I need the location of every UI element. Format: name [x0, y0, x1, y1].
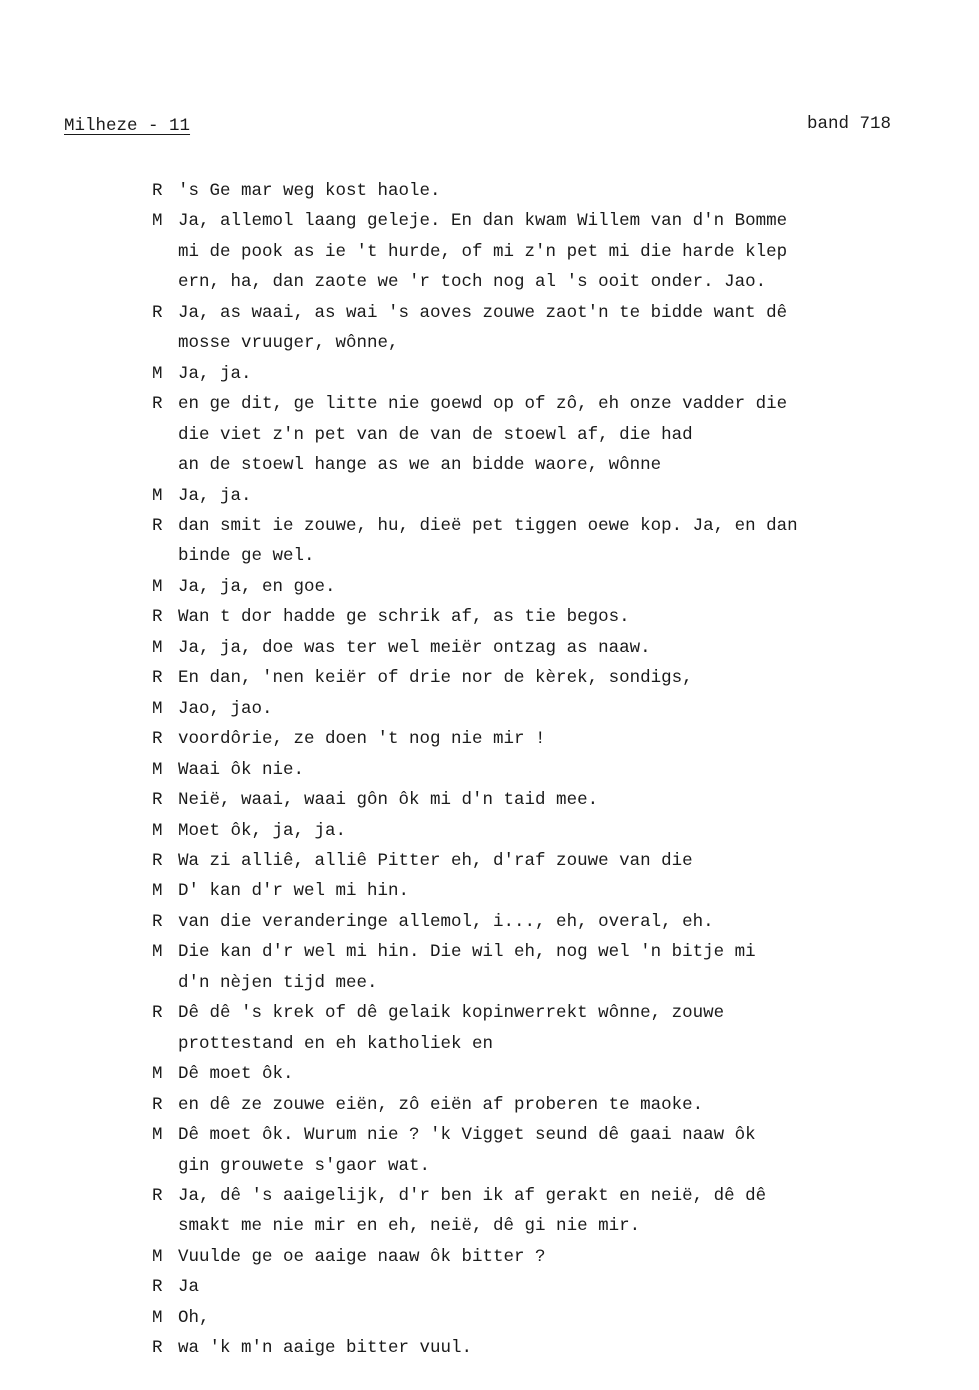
utterance-line: gin grouwete s'gaor wat.: [178, 1155, 431, 1176]
utterance-line: En dan, 'nen keiër of drie nor de kèrek, sondigs,: [178, 668, 693, 689]
speaker-label: R: [152, 1094, 163, 1115]
speaker-label: M: [152, 698, 163, 719]
dialogue-turn: [152, 1181, 932, 1242]
speaker-label: R: [152, 1277, 163, 1298]
utterance-line: die viet z'n pet van de van de stoewl af, die had: [178, 424, 693, 445]
speaker-label: R: [152, 1338, 163, 1359]
dialogue-turn: [152, 1059, 932, 1089]
utterance-line: Ja: [178, 1277, 200, 1298]
speaker-label: M: [152, 942, 163, 963]
tape-label: band 718: [807, 114, 892, 134]
utterance-line: mi de pook as ie 't hurde, of mi z'n pet mi die harde klep: [178, 241, 788, 262]
utterance-line: Ja, ja, doe was ter wel meiër ontzag as naaw.: [178, 637, 651, 658]
utterance-line: d'n nèjen tijd mee.: [178, 972, 378, 993]
utterance-line: Jao, jao.: [178, 698, 273, 719]
speaker-label: M: [152, 485, 163, 506]
dialogue-turn: [152, 846, 932, 876]
dialogue-turn: [152, 602, 932, 632]
utterance-line: mosse vruuger, wônne,: [178, 333, 399, 354]
speaker-label: R: [152, 515, 163, 536]
utterance-line: Wan t dor hadde ge schrik af, as tie begos.: [178, 607, 630, 628]
utterance-line: prottestand en eh katholiek en: [178, 1033, 494, 1054]
speaker-label: M: [152, 1307, 163, 1328]
dialogue-turn: [152, 998, 932, 1059]
utterance-line: an de stoewl hange as we an bidde waore, wônne: [178, 455, 662, 476]
utterance-line: Oh,: [178, 1307, 210, 1328]
transcript: [152, 176, 932, 1364]
utterance-line: Ja, as waai, as wai 's aoves zouwe zaot'n te bidde want dê: [178, 302, 788, 323]
dialogue-turn: [152, 298, 932, 359]
speaker-label: R: [152, 607, 163, 628]
utterance-line: voordôrie, ze doen 't nog nie mir !: [178, 729, 546, 750]
dialogue-turn: [152, 389, 932, 480]
speaker-label: R: [152, 1185, 163, 1206]
dialogue-turn: [152, 1242, 932, 1272]
speaker-label: M: [152, 637, 163, 658]
dialogue-turn: [152, 663, 932, 693]
utterance-line: Ja, allemol laang geleje. En dan kwam Willem van d'n Bomme: [178, 211, 788, 232]
speaker-label: R: [152, 790, 163, 811]
utterance-line: Neië, waai, waai gôn ôk mi d'n taid mee.: [178, 790, 599, 811]
utterance-line: wa 'k m'n aaige bitter vuul.: [178, 1338, 473, 1359]
speaker-label: M: [152, 211, 163, 232]
utterance-line: D' kan d'r wel mi hin.: [178, 881, 410, 902]
speaker-label: M: [152, 881, 163, 902]
dialogue-turn: [152, 511, 932, 572]
speaker-label: R: [152, 911, 163, 932]
dialogue-turn: [152, 206, 932, 297]
speaker-label: R: [152, 181, 163, 201]
speaker-label: R: [152, 394, 163, 415]
dialogue-turn: [152, 785, 932, 815]
dialogue-turn: [152, 1303, 932, 1333]
dialogue-turn: [152, 176, 932, 206]
utterance-line: Waai ôk nie.: [178, 759, 305, 780]
speaker-label: M: [152, 1246, 163, 1267]
dialogue-turn: [152, 816, 932, 846]
dialogue-turn: [152, 937, 932, 998]
utterance-line: dan smit ie zouwe, hu, dieë pet tiggen oewe kop. Ja, en dan: [178, 515, 798, 536]
dialogue-turn: [152, 907, 932, 937]
utterance-line: Ja, ja.: [178, 485, 252, 506]
utterance-line: Die kan d'r wel mi hin. Die wil eh, nog wel 'n bitje mi: [178, 942, 756, 963]
utterance-line: Ja, dê 's aaigelijk, d'r ben ik af gerakt en neië, dê dê: [178, 1185, 767, 1206]
dialogue-turn: [152, 572, 932, 602]
speaker-label: M: [152, 820, 163, 841]
utterance-line: Dê moet ôk. Wurum nie ? 'k Vigget seund dê gaai naaw ôk: [178, 1125, 756, 1146]
speaker-label: M: [152, 759, 163, 780]
dialogue-turn: [152, 1120, 932, 1181]
speaker-label: R: [152, 729, 163, 750]
utterance-line: 's Ge mar weg kost haole.: [178, 181, 441, 201]
dialogue-turn: [152, 1272, 932, 1302]
dialogue-turn: [152, 694, 932, 724]
speaker-label: R: [152, 850, 163, 871]
utterance-line: ern, ha, dan zaote we 'r toch nog al 's ooit onder. Jao.: [178, 272, 767, 293]
speaker-label: M: [152, 1064, 163, 1085]
dialogue-turn: [152, 481, 932, 511]
utterance-line: Dê dê 's krek of dê gelaik kopinwerrekt wônne, zouwe: [178, 1003, 725, 1024]
utterance-line: Dê moet ôk.: [178, 1064, 294, 1085]
utterance-line: en dê ze zouwe eiën, zô eiën af proberen te maoke.: [178, 1094, 704, 1115]
utterance-line: Ja, ja, en goe.: [178, 576, 336, 597]
utterance-line: Moet ôk, ja, ja.: [178, 820, 347, 841]
dialogue-turn: [152, 876, 932, 906]
speaker-label: R: [152, 1003, 163, 1024]
utterance-line: smakt me nie mir en eh, neië, dê gi nie mir.: [178, 1216, 641, 1237]
speaker-label: M: [152, 363, 163, 384]
dialogue-turn: [152, 633, 932, 663]
utterance-line: binde ge wel.: [178, 546, 315, 567]
utterance-line: Vuulde ge oe aaige naaw ôk bitter ?: [178, 1246, 546, 1267]
utterance-line: van die veranderinge allemol, i..., eh, overal, eh.: [178, 911, 714, 932]
dialogue-turn: [152, 755, 932, 785]
speaker-label: M: [152, 1125, 163, 1146]
dialogue-turn: [152, 724, 932, 754]
speaker-label: M: [152, 576, 163, 597]
utterance-line: Wa zi alliê, alliê Pitter eh, d'raf zouwe van die: [178, 850, 693, 871]
utterance-line: en ge dit, ge litte nie goewd op of zô, eh onze vadder die: [178, 394, 788, 415]
speaker-label: R: [152, 302, 163, 323]
dialogue-turn: [152, 359, 932, 389]
page-header-title: Milheze - 11: [64, 116, 191, 136]
speaker-label: R: [152, 668, 163, 689]
utterance-line: Ja, ja.: [178, 363, 252, 384]
dialogue-turn: [152, 1333, 932, 1363]
dialogue-turn: [152, 1090, 932, 1120]
